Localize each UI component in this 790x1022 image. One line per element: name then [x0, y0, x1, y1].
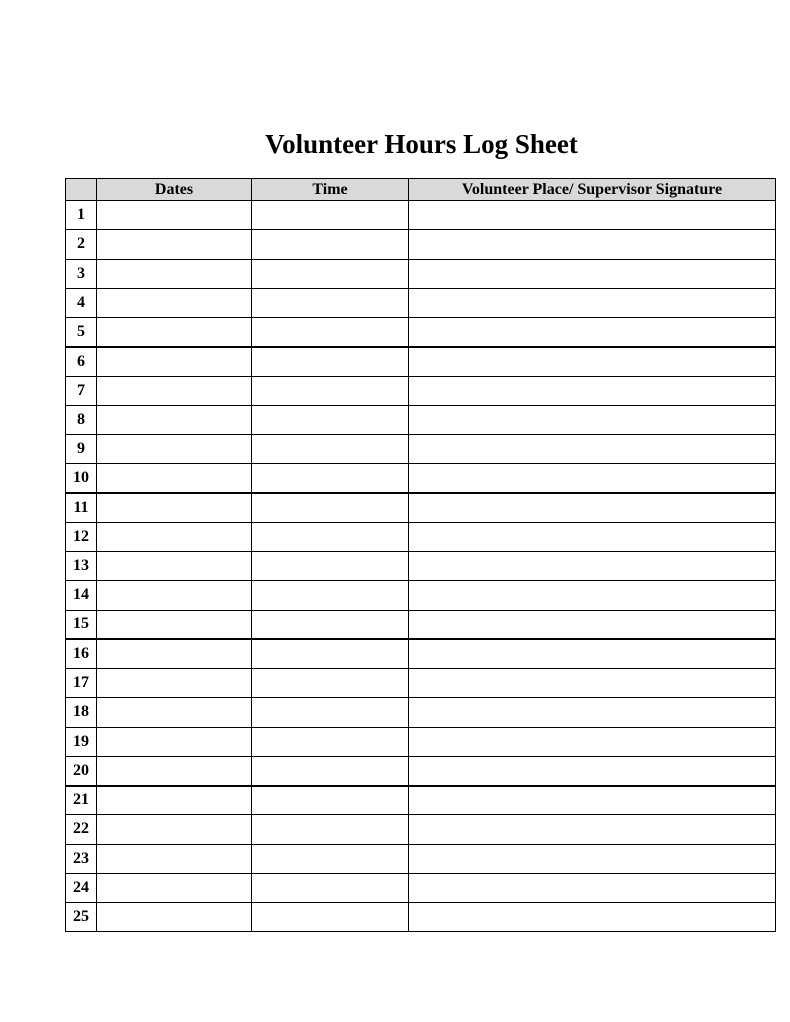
time-cell[interactable] — [252, 727, 409, 756]
dates-cell[interactable] — [97, 230, 252, 259]
table-row — [66, 493, 776, 522]
time-cell[interactable] — [252, 522, 409, 551]
table-row — [66, 522, 776, 551]
row-number: 19 — [66, 727, 97, 756]
table-row — [66, 435, 776, 464]
header-place-signature: Volunteer Place/ Supervisor Signature — [409, 179, 776, 201]
time-cell[interactable] — [252, 376, 409, 405]
place-signature-cell[interactable] — [409, 318, 776, 347]
dates-cell[interactable] — [97, 464, 252, 493]
place-signature-cell[interactable] — [409, 259, 776, 288]
place-signature-cell[interactable] — [409, 873, 776, 902]
table-row — [66, 639, 776, 668]
time-cell[interactable] — [252, 756, 409, 785]
time-cell[interactable] — [252, 815, 409, 844]
place-signature-cell[interactable] — [409, 464, 776, 493]
dates-cell[interactable] — [97, 493, 252, 522]
table-row — [66, 786, 776, 815]
dates-cell[interactable] — [97, 552, 252, 581]
table-row — [66, 201, 776, 230]
place-signature-cell[interactable] — [409, 903, 776, 932]
time-cell[interactable] — [252, 669, 409, 698]
dates-cell[interactable] — [97, 815, 252, 844]
place-signature-cell[interactable] — [409, 698, 776, 727]
dates-cell[interactable] — [97, 639, 252, 668]
time-cell[interactable] — [252, 552, 409, 581]
table-row — [66, 756, 776, 785]
time-cell[interactable] — [252, 493, 409, 522]
dates-cell[interactable] — [97, 318, 252, 347]
dates-cell[interactable] — [97, 873, 252, 902]
place-signature-cell[interactable] — [409, 493, 776, 522]
table-row — [66, 230, 776, 259]
place-signature-cell[interactable] — [409, 288, 776, 317]
time-cell[interactable] — [252, 639, 409, 668]
time-cell[interactable] — [252, 347, 409, 376]
table-row — [66, 552, 776, 581]
time-cell[interactable] — [252, 230, 409, 259]
row-number: 18 — [66, 698, 97, 727]
table-row — [66, 405, 776, 434]
time-cell[interactable] — [252, 464, 409, 493]
place-signature-cell[interactable] — [409, 756, 776, 785]
dates-cell[interactable] — [97, 347, 252, 376]
dates-cell[interactable] — [97, 288, 252, 317]
row-number: 13 — [66, 552, 97, 581]
row-number: 3 — [66, 259, 97, 288]
row-number: 15 — [66, 610, 97, 639]
row-number: 2 — [66, 230, 97, 259]
row-number: 6 — [66, 347, 97, 376]
dates-cell[interactable] — [97, 435, 252, 464]
place-signature-cell[interactable] — [409, 552, 776, 581]
dates-cell[interactable] — [97, 405, 252, 434]
place-signature-cell[interactable] — [409, 201, 776, 230]
time-cell[interactable] — [252, 435, 409, 464]
place-signature-cell[interactable] — [409, 581, 776, 610]
table-row — [66, 873, 776, 902]
row-number: 20 — [66, 756, 97, 785]
dates-cell[interactable] — [97, 610, 252, 639]
row-number: 22 — [66, 815, 97, 844]
time-cell[interactable] — [252, 318, 409, 347]
dates-cell[interactable] — [97, 522, 252, 551]
place-signature-cell[interactable] — [409, 230, 776, 259]
time-cell[interactable] — [252, 405, 409, 434]
table-row — [66, 318, 776, 347]
dates-cell[interactable] — [97, 727, 252, 756]
row-number: 8 — [66, 405, 97, 434]
row-number: 11 — [66, 493, 97, 522]
time-cell[interactable] — [252, 786, 409, 815]
table-row — [66, 815, 776, 844]
place-signature-cell[interactable] — [409, 727, 776, 756]
row-number: 5 — [66, 318, 97, 347]
row-number: 9 — [66, 435, 97, 464]
table-row — [66, 844, 776, 873]
place-signature-cell[interactable] — [409, 844, 776, 873]
place-signature-cell[interactable] — [409, 786, 776, 815]
time-cell[interactable] — [252, 259, 409, 288]
row-number: 25 — [66, 903, 97, 932]
header-number — [66, 179, 97, 201]
dates-cell[interactable] — [97, 376, 252, 405]
row-number: 12 — [66, 522, 97, 551]
table-row — [66, 727, 776, 756]
page-title: Volunteer Hours Log Sheet — [265, 129, 578, 159]
header-dates: Dates — [97, 179, 252, 201]
table-row — [66, 259, 776, 288]
table-row — [66, 698, 776, 727]
row-number: 16 — [66, 639, 97, 668]
dates-cell[interactable] — [97, 669, 252, 698]
dates-cell[interactable] — [97, 786, 252, 815]
row-number: 10 — [66, 464, 97, 493]
time-cell[interactable] — [252, 844, 409, 873]
table-row — [66, 669, 776, 698]
table-body — [66, 201, 776, 932]
row-number: 1 — [66, 201, 97, 230]
dates-cell[interactable] — [97, 903, 252, 932]
dates-cell[interactable] — [97, 201, 252, 230]
table-row — [66, 347, 776, 376]
dates-cell[interactable] — [97, 698, 252, 727]
row-number: 4 — [66, 288, 97, 317]
time-cell[interactable] — [252, 698, 409, 727]
place-signature-cell[interactable] — [409, 815, 776, 844]
table-row — [66, 376, 776, 405]
place-signature-cell[interactable] — [409, 435, 776, 464]
time-cell[interactable] — [252, 873, 409, 902]
row-number: 24 — [66, 873, 97, 902]
dates-cell[interactable] — [97, 844, 252, 873]
place-signature-cell[interactable] — [409, 639, 776, 668]
table-row — [66, 903, 776, 932]
header-time: Time — [252, 179, 409, 201]
place-signature-cell[interactable] — [409, 610, 776, 639]
time-cell[interactable] — [252, 581, 409, 610]
table-row — [66, 464, 776, 493]
place-signature-cell[interactable] — [409, 669, 776, 698]
place-signature-cell[interactable] — [409, 405, 776, 434]
row-number: 21 — [66, 786, 97, 815]
time-cell[interactable] — [252, 201, 409, 230]
row-number: 17 — [66, 669, 97, 698]
place-signature-cell[interactable] — [409, 522, 776, 551]
table-row — [66, 288, 776, 317]
place-signature-cell[interactable] — [409, 347, 776, 376]
table-row — [66, 581, 776, 610]
row-number: 23 — [66, 844, 97, 873]
place-signature-cell[interactable] — [409, 376, 776, 405]
table-header-row — [66, 179, 776, 201]
row-number: 14 — [66, 581, 97, 610]
dates-cell[interactable] — [97, 756, 252, 785]
time-cell[interactable] — [252, 903, 409, 932]
row-number: 7 — [66, 376, 97, 405]
dates-cell[interactable] — [97, 259, 252, 288]
time-cell[interactable] — [252, 288, 409, 317]
dates-cell[interactable] — [97, 581, 252, 610]
time-cell[interactable] — [252, 610, 409, 639]
table-row — [66, 610, 776, 639]
volunteer-log-table — [65, 178, 776, 932]
